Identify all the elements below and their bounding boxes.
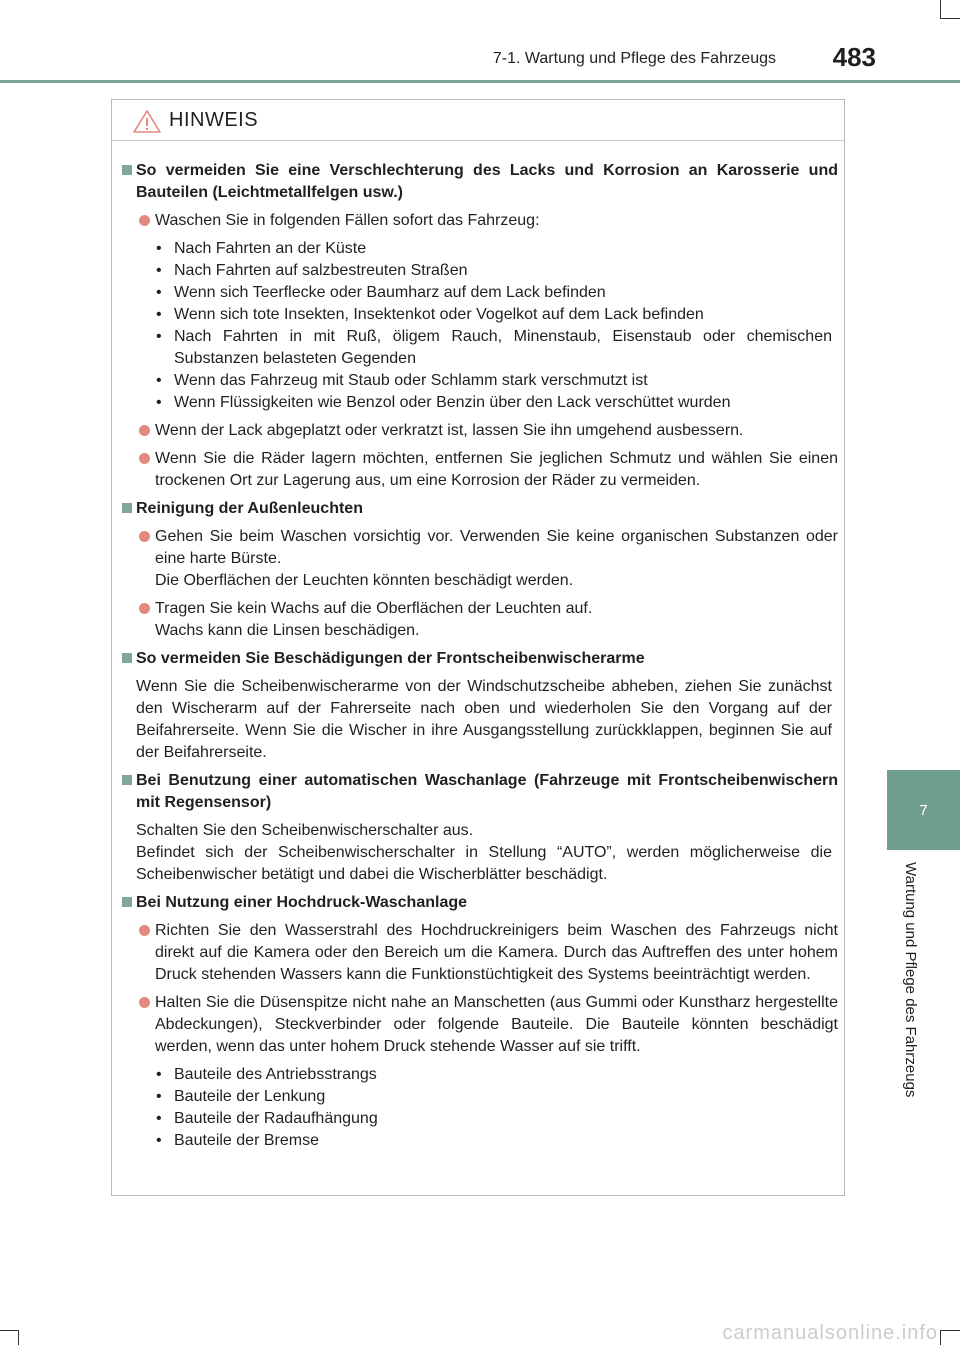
running-header: 7-1. Wartung und Pflege des Fahrzeugs — [492, 50, 776, 67]
circle-item: Gehen Sie beim Waschen vorsichtig vor. Verwenden Sie keine organischen Substanzen oder eine harte Bürste. Die Oberflächen der Leuchten könnten beschädigt werden. — [112, 526, 846, 592]
list-item: • Wenn das Fahrzeug mit Staub oder Schlamm stark verschmutzt ist — [112, 370, 846, 392]
list-item: • Wenn sich tote Insekten, Insektenkot oder Vogelkot auf dem Lack befinden — [112, 304, 846, 326]
list-item: • Bauteile der Bremse — [112, 1130, 846, 1152]
square-bullet-icon — [122, 775, 132, 785]
chapter-side-label: Wartung und Pflege des Fahrzeugs — [902, 862, 919, 1098]
crop-mark — [940, 0, 941, 18]
circle-item: Waschen Sie in folgenden Fällen sofort das Fahrzeug: — [112, 210, 846, 232]
notice-box — [111, 99, 845, 1196]
circle-item: Richten Sie den Wasserstrahl des Hochdruckreinigers beim Waschen des Fahrzeugs nicht direkt auf die Kamera oder den Bereich um die Kamera. Durch das Auftreffen des unter hohem Druck stehenden Wassers kann die Funktionstüchtigkeit des Systems beeinträchtigt werden. — [112, 920, 846, 986]
list-item: • Bauteile der Radaufhängung — [112, 1108, 846, 1130]
notice-label: HINWEIS — [169, 109, 259, 131]
square-bullet-icon — [122, 653, 132, 663]
list-item: • Nach Fahrten auf salzbestreuten Straßen — [112, 260, 846, 282]
list-item: • Nach Fahrten in mit Ruß, öligem Rauch, Minenstaub, Eisenstaub oder chemischen Substanzen belasteten Gegenden — [112, 326, 846, 370]
section-heading: So vermeiden Sie eine Verschlechterung des Lacks und Korrosion an Karosserie und Bauteilen (Leichtmetallfelgen usw.) — [112, 160, 846, 204]
bullet-list — [112, 238, 846, 414]
crop-mark — [940, 1330, 941, 1345]
list-item: • Wenn sich Teerflecke oder Baumharz auf dem Lack befinden — [112, 282, 846, 304]
section-heading: Reinigung der Außenleuchten — [112, 498, 846, 520]
crop-mark — [18, 1330, 19, 1345]
list-item: • Bauteile des Antriebsstrangs — [112, 1064, 846, 1086]
notice-content — [112, 160, 846, 1158]
bullet-list — [112, 1064, 846, 1152]
circle-bullet-icon — [139, 531, 150, 542]
circle-bullet-icon — [139, 925, 150, 936]
section-heading: So vermeiden Sie Beschädigungen der Frontscheibenwischerarme — [112, 648, 846, 670]
crop-mark — [0, 1330, 18, 1331]
circle-bullet-icon — [139, 425, 150, 436]
square-bullet-icon — [122, 165, 132, 175]
circle-bullet-icon — [139, 603, 150, 614]
crop-mark — [940, 18, 960, 19]
circle-item: Tragen Sie kein Wachs auf die Oberflächen der Leuchten auf. Wachs kann die Linsen beschädigen. — [112, 598, 846, 642]
square-bullet-icon — [122, 503, 132, 513]
circle-item: Halten Sie die Düsenspitze nicht nahe an Manschetten (aus Gummi oder Kunstharz hergestellte Abdeckungen), Steckverbinder oder folgende Bauteile. Die Bauteile könnten beschädigt werden, wenn das unter hohem Druck stehende Wasser auf sie trifft. — [112, 992, 846, 1058]
watermark: carmanualsonline.info — [722, 1322, 938, 1344]
list-item: • Nach Fahrten an der Küste — [112, 238, 846, 260]
section-heading: Bei Nutzung einer Hochdruck-Waschanlage — [112, 892, 846, 914]
notice-header — [112, 100, 844, 141]
list-item: • Wenn Flüssigkeiten wie Benzol oder Benzin über den Lack verschüttet wurden — [112, 392, 846, 414]
header-rule — [0, 80, 960, 83]
circle-item: Wenn Sie die Räder lagern möchten, entfernen Sie jeglichen Schmutz und wählen Sie einen trockenen Ort zur Lagerung aus, um eine Korrosion der Räder zu vermeiden. — [112, 448, 846, 492]
circle-bullet-icon — [139, 997, 150, 1008]
paragraph: Schalten Sie den Scheibenwischerschalter aus. Befindet sich der Scheibenwischerschalter in Stellung “AUTO”, werden möglicherweise die Scheibenwischer betätigt und dabei die Wischerblätter beschädigt. — [136, 822, 832, 883]
crop-mark — [940, 1330, 960, 1331]
circle-bullet-icon — [139, 453, 150, 464]
chapter-tab: 7 — [887, 770, 960, 850]
list-item: • Bauteile der Lenkung — [112, 1086, 846, 1108]
circle-item: Wenn der Lack abgeplatzt oder verkratzt ist, lassen Sie ihn umgehend ausbessern. — [112, 420, 846, 442]
warning-triangle-icon — [132, 109, 162, 134]
circle-bullet-icon — [139, 215, 150, 226]
section-heading: Bei Benutzung einer automatischen Waschanlage (Fahrzeuge mit Frontscheibenwischern mit Regensensor) — [112, 770, 846, 814]
paragraph: Wenn Sie die Scheibenwischerarme von der Windschutzscheibe abheben, ziehen Sie zunächst den Wischerarm auf der Fahrerseite nach oben und wiederholen Sie den Vorgang auf der Beifahrerseite. Wenn Sie die Wischer in ihre Ausgangsstellung zurückklappen, beginnen Sie auf der Beifahrerseite. — [136, 678, 832, 761]
square-bullet-icon — [122, 897, 132, 907]
page-number: 483 — [832, 42, 876, 72]
